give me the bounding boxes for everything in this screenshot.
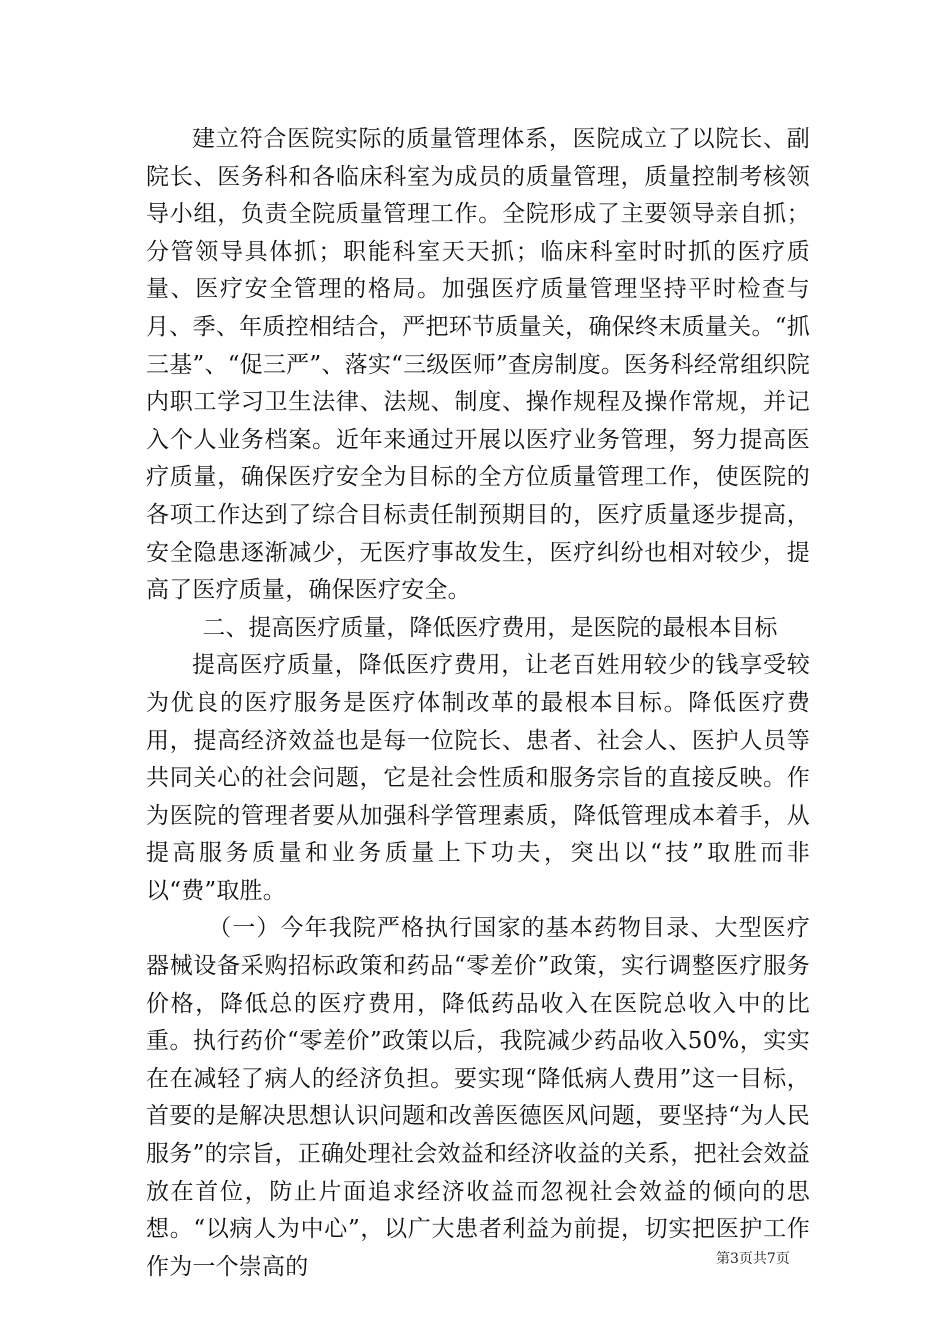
paragraph-quality-system: 建立符合医院实际的质量管理体系，医院成立了以院长、副院长、医务科和各临床科室为成员的质量管理，质量控制考核领导小组，负责全院质量管理工作。全院形成了主要领导亲自抓；分管领导具体抓；职能科室天天抓；临床科室时时抓的医疗质量、医疗安全管理的格局。加强医疗质量管理坚持平时检查与月、季、年质控相结合，严把环节质量关，确保终末质量关。“抓三基”、“促三严”、落实“三级医师”查房制度。医务科经常组织院内职工学习卫生法律、法规、制度、操作规程及操作常规，并记入个人业务档案。近年来通过开展以医疗业务管理，努力提高医疗质量，确保医疗安全为目标的全方位质量管理工作，使医院的各项工作达到了综合目标责任制预期目的，医疗质量逐步提高，安全隐患逐渐减少，无医疗事故发生，医疗纠纷也相对较少，提高了医疗质量，确保医疗安全。 (146, 126, 810, 604)
section-heading: 二、提高医疗质量，降低医疗费用，是医院的最根本目标 (202, 614, 778, 641)
document-body (146, 121, 810, 1286)
paragraph-reduce-costs: 提高医疗质量，降低医疗费用，让老百姓用较少的钱享受较为优良的医疗服务是医疗体制改革的最根本目标。降低医疗费用，提高经济效益也是每一位院长、患者、社会人、医护人员等共同关心的社会问题，它是社会性质和服务宗旨的直接反映。作为医院的管理者要从加强科学管理素质，降低管理成本着手，从提高服务质量和业务质量上下功夫，突出以“技”取胜而非以“费”取胜。 (146, 652, 810, 904)
paragraph-drug-policy: （一）今年我院严格执行国家的基本药物目录、大型医疗器械设备采购招标政策和药品“零差价”政策，实行调整医疗服务价格，降低总的医疗费用，降低药品收入在医院总收入中的比重。执行药价“零差价”政策以后，我院减少药品收入50%，实实在在减轻了病人的经济负担。要实现“降低病人费用”这一目标，首要的是解决思想认识问题和改善医德医风问题，要坚持“为人民服务”的宗旨，正确处理社会效益和经济收益的关系，把社会效益放在首位，防止片面追求经济收益而忽视社会效益的倾向的思想。“以病人为中心”，以广大患者利益为前提，切实把医护工作作为一个崇高的 (146, 915, 810, 1280)
page-number: 第3页共7页 (716, 1251, 790, 1267)
